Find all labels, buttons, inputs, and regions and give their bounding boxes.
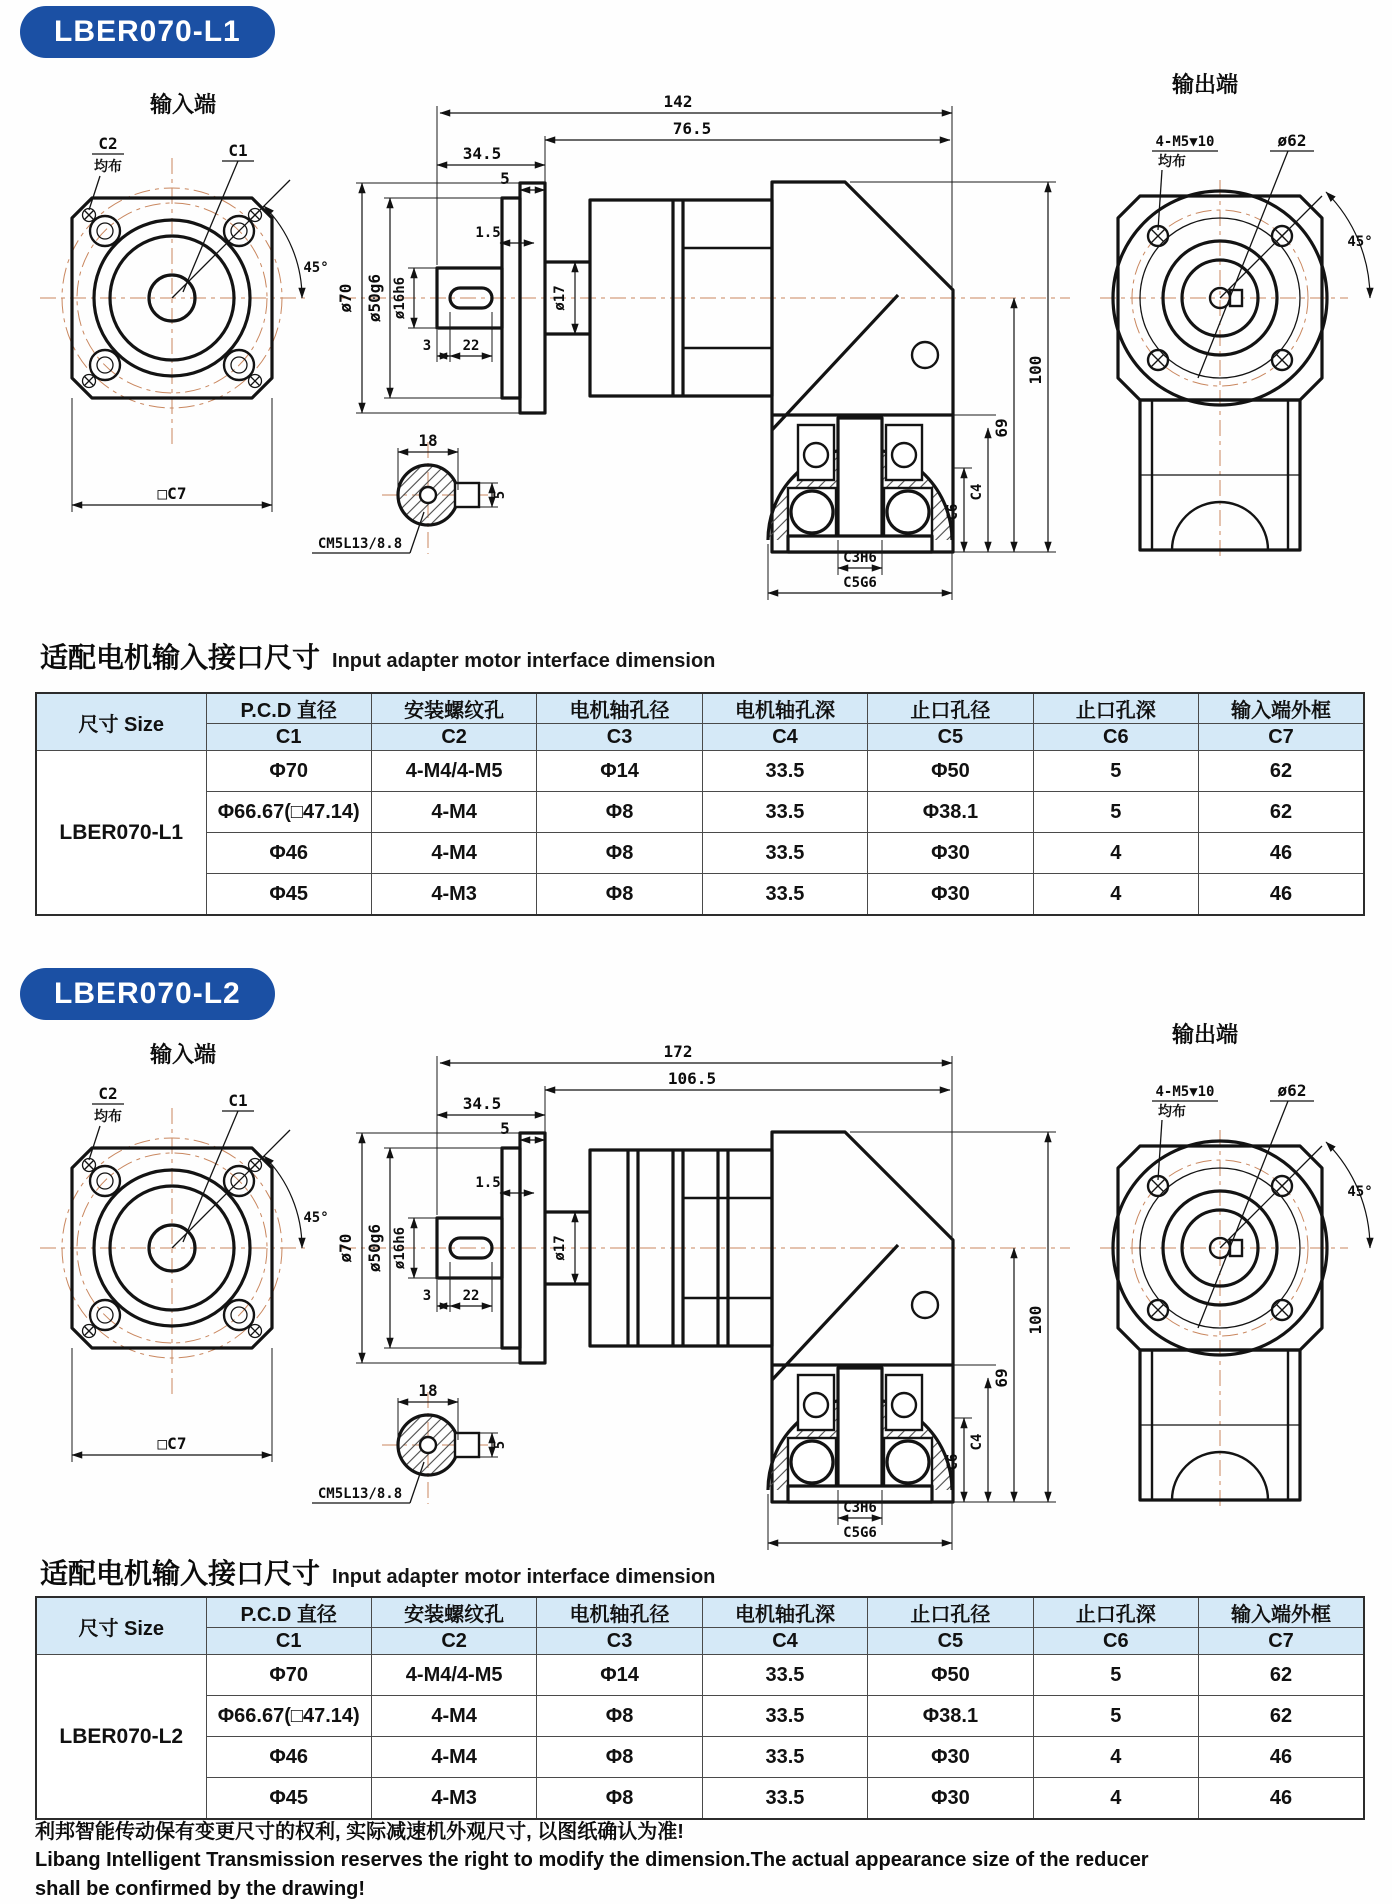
detail-thread-label: CM5L13/8.8	[317, 536, 403, 552]
table-title-en: Input adapter motor interface dimension	[332, 1566, 716, 1588]
c4-dim: C4	[969, 1433, 985, 1451]
detail-key	[455, 1433, 479, 1457]
value-cell: 33.5	[702, 751, 867, 792]
c2-label: C2	[98, 1084, 118, 1103]
header-shaft-dia: 电机轴孔径	[537, 1597, 702, 1628]
value-cell: 33.5	[702, 833, 867, 874]
detail-key-dim: 5	[492, 1440, 508, 1450]
header-frame: 输入端外框	[1199, 693, 1364, 724]
c3h6-dim: C3H6	[843, 1500, 877, 1516]
value-cell: Φ38.1	[868, 1696, 1033, 1737]
value-cell: 46	[1199, 833, 1364, 874]
output-angle-label: 45°	[1347, 234, 1373, 250]
value-cell: 5	[1033, 1696, 1198, 1737]
value-cell: Φ50	[868, 1655, 1033, 1696]
code-c7: C7	[1199, 724, 1364, 751]
table-title-l2	[40, 1552, 715, 1592]
value-cell: Φ45	[206, 874, 371, 916]
code-c6: C6	[1033, 1628, 1198, 1655]
c5g6-dim: C5G6	[843, 1525, 877, 1541]
detail-width-dim: 18	[418, 431, 438, 450]
d70-dim: ø70	[336, 283, 355, 313]
code-c7: C7	[1199, 1628, 1364, 1655]
h69-dim: 69	[992, 418, 1011, 438]
code-c2: C2	[371, 1628, 536, 1655]
output-end-view	[1100, 1022, 1373, 1510]
value-cell: 5	[1033, 751, 1198, 792]
value-cell: 4-M4/4-M5	[371, 751, 536, 792]
value-cell: Φ50	[868, 751, 1033, 792]
d17-dim: ø17	[552, 285, 568, 311]
value-cell: 46	[1199, 1737, 1364, 1778]
value-cell: 4-M3	[371, 1778, 536, 1820]
gearbox-drawing	[0, 60, 1392, 620]
key-length-dim: 22	[462, 1288, 480, 1304]
value-cell: Φ8	[537, 833, 702, 874]
value-cell: Φ8	[537, 874, 702, 916]
value-cell: 33.5	[702, 874, 867, 916]
housing-hole	[912, 342, 938, 368]
drawing-host-l2	[0, 1010, 1392, 1555]
output-holes-label: 4-M5▼10	[1155, 134, 1215, 150]
header-thread: 安装螺纹孔	[371, 1597, 536, 1628]
d16-dim: ø16h6	[392, 1226, 408, 1270]
value-cell: 33.5	[702, 792, 867, 833]
disclaimer	[35, 1818, 1380, 1903]
value-cell: 4-M4	[371, 833, 536, 874]
header-spigot-depth: 止口孔深	[1033, 693, 1198, 724]
c1-label: C1	[228, 141, 248, 160]
output-dia-label: ø62	[1277, 1081, 1307, 1100]
table-host-l1	[35, 692, 1365, 916]
table-row	[36, 1737, 1364, 1778]
flange-thickness-dim: 5	[500, 169, 510, 188]
value-cell: 33.5	[702, 1737, 867, 1778]
value-cell: Φ14	[537, 1655, 702, 1696]
step-dim: 1.5	[475, 225, 501, 241]
d17-dim: ø17	[552, 1235, 568, 1261]
detail-key-dim: 5	[492, 490, 508, 500]
output-end-label: 输出端	[1171, 1022, 1239, 1047]
code-c1: C1	[206, 724, 371, 751]
shaft-detail-view	[312, 431, 508, 554]
code-c5: C5	[868, 1628, 1033, 1655]
value-cell: Φ8	[537, 1737, 702, 1778]
output-bore	[838, 1368, 882, 1490]
code-c6: C6	[1033, 724, 1198, 751]
value-cell: Φ38.1	[868, 792, 1033, 833]
table-title-en: Input adapter motor interface dimension	[332, 650, 716, 672]
total-length-dim: 142	[663, 92, 693, 111]
c2-sub-label: 均布	[94, 158, 122, 174]
table-row	[36, 751, 1364, 792]
input-adapter-table	[35, 692, 1365, 916]
header-shaft-depth: 电机轴孔深	[702, 1597, 867, 1628]
value-cell: 46	[1199, 1778, 1364, 1820]
output-bore	[838, 418, 882, 540]
input-length-dim: 34.5	[462, 1094, 502, 1113]
input-angle-label: 45°	[303, 1210, 329, 1226]
detail-width-dim: 18	[418, 1381, 438, 1400]
value-cell: Φ46	[206, 833, 371, 874]
output-holes-sub-label: 均布	[1158, 153, 1186, 169]
model-label: LBER070-L2	[36, 1655, 206, 1820]
value-cell: Φ30	[868, 833, 1033, 874]
output-dia-label: ø62	[1277, 131, 1307, 150]
step-dim: 1.5	[475, 1175, 501, 1191]
header-frame: 输入端外框	[1199, 1597, 1364, 1628]
output-holes-sub-label: 均布	[1158, 1103, 1186, 1119]
shaft-detail-view	[312, 1381, 508, 1504]
header-pcd: P.C.D 直径	[206, 1597, 371, 1628]
input-end-view	[40, 1042, 329, 1462]
output-end-view	[1100, 72, 1373, 560]
input-adapter-table	[35, 1596, 1365, 1820]
key-length-dim: 22	[462, 338, 480, 354]
output-angle-label: 45°	[1347, 1184, 1373, 1200]
value-cell: 4	[1033, 833, 1198, 874]
c2-label: C2	[98, 134, 118, 153]
value-cell: 4	[1033, 874, 1198, 916]
value-cell: 4-M4	[371, 792, 536, 833]
d16-dim: ø16h6	[392, 276, 408, 320]
value-cell: Φ8	[537, 1778, 702, 1820]
value-cell: 4-M4/4-M5	[371, 1655, 536, 1696]
input-end-view	[40, 92, 329, 512]
value-cell: Φ46	[206, 1737, 371, 1778]
total-length-dim: 172	[663, 1042, 693, 1061]
value-cell: 33.5	[702, 1696, 867, 1737]
value-cell: Φ66.67(□47.14)	[206, 792, 371, 833]
input-angle-label: 45°	[303, 260, 329, 276]
code-c4: C4	[702, 724, 867, 751]
body-length-dim: 76.5	[672, 119, 712, 138]
side-section-view	[336, 92, 1070, 600]
table-title-zh: 适配电机输入接口尺寸	[40, 1558, 321, 1589]
detail-thread-label: CM5L13/8.8	[317, 1486, 403, 1502]
disclaimer-zh: 利邦智能传动保有变更尺寸的权利, 实际减速机外观尺寸, 以图纸确认为准!	[35, 1821, 684, 1843]
body-length-dim: 106.5	[667, 1069, 717, 1088]
d50-dim: ø50g6	[365, 273, 384, 323]
c4-dim: C4	[969, 483, 985, 501]
table-row	[36, 874, 1364, 916]
table-title-zh: 适配电机输入接口尺寸	[40, 642, 321, 673]
input-end-label: 输入端	[149, 1042, 217, 1067]
value-cell: 33.5	[702, 1778, 867, 1820]
value-cell: 46	[1199, 874, 1364, 916]
value-cell: 62	[1199, 792, 1364, 833]
value-cell: 4-M4	[371, 1696, 536, 1737]
table-row	[36, 1778, 1364, 1820]
table-row	[36, 1696, 1364, 1737]
code-c4: C4	[702, 1628, 867, 1655]
value-cell: Φ8	[537, 1696, 702, 1737]
model-label: LBER070-L1	[36, 751, 206, 916]
header-spigot-dia: 止口孔径	[868, 1597, 1033, 1628]
header-spigot-dia: 止口孔径	[868, 693, 1033, 724]
drawing-host-l1	[0, 60, 1392, 620]
value-cell: 62	[1199, 1696, 1364, 1737]
detail-key	[455, 483, 479, 507]
c7-dim-label: □C7	[157, 484, 187, 503]
value-cell: 4-M4	[371, 1737, 536, 1778]
table-title-l1	[40, 636, 715, 676]
housing-hole	[912, 1292, 938, 1318]
c6-dim: C6	[945, 1453, 961, 1471]
header-pcd: P.C.D 直径	[206, 693, 371, 724]
h69-dim: 69	[992, 1368, 1011, 1388]
table-row	[36, 792, 1364, 833]
header-spigot-depth: 止口孔深	[1033, 1597, 1198, 1628]
code-c5: C5	[868, 724, 1033, 751]
table-row	[36, 833, 1364, 874]
header-size: 尺寸 Size	[36, 693, 206, 751]
value-cell: Φ45	[206, 1778, 371, 1820]
input-end-label: 输入端	[149, 92, 217, 117]
c3h6-dim: C3H6	[843, 550, 877, 566]
disclaimer-en-line2: shall be confirmed by the drawing!	[35, 1877, 366, 1900]
value-cell: 4	[1033, 1778, 1198, 1820]
c1-label: C1	[228, 1091, 248, 1110]
output-end-label: 输出端	[1171, 72, 1239, 97]
value-cell: 62	[1199, 1655, 1364, 1696]
gearbox-drawing	[0, 1010, 1392, 1570]
bearing-left	[791, 491, 833, 533]
value-cell: 62	[1199, 751, 1364, 792]
value-cell: Φ66.67(□47.14)	[206, 1696, 371, 1737]
h100-dim: 100	[1026, 1305, 1045, 1335]
disclaimer-en-line1: Libang Intelligent Transmission reserves the right to modify the dimension.The actual appearance size of the reducer	[35, 1849, 1149, 1872]
side-section-view	[336, 1042, 1070, 1550]
c5g6-dim: C5G6	[843, 575, 877, 591]
model-badge-l2: LBER070-L2	[20, 968, 275, 1020]
input-length-dim: 34.5	[462, 144, 502, 163]
code-c3: C3	[537, 724, 702, 751]
value-cell: 5	[1033, 792, 1198, 833]
value-cell: Φ8	[537, 792, 702, 833]
value-cell: 4-M3	[371, 874, 536, 916]
bearing-left	[791, 1441, 833, 1483]
header-shaft-depth: 电机轴孔深	[702, 693, 867, 724]
d70-dim: ø70	[336, 1233, 355, 1263]
c2-sub-label: 均布	[94, 1108, 122, 1124]
header-size: 尺寸 Size	[36, 1597, 206, 1655]
output-holes-label: 4-M5▼10	[1155, 1084, 1215, 1100]
value-cell: 5	[1033, 1655, 1198, 1696]
value-cell: Φ70	[206, 751, 371, 792]
header-shaft-dia: 电机轴孔径	[537, 693, 702, 724]
h100-dim: 100	[1026, 355, 1045, 385]
flange-thickness-dim: 5	[500, 1119, 510, 1138]
d50-dim: ø50g6	[365, 1223, 384, 1273]
c7-dim-label: □C7	[157, 1434, 187, 1453]
c6-dim: C6	[945, 503, 961, 521]
value-cell: 4	[1033, 1737, 1198, 1778]
code-c3: C3	[537, 1628, 702, 1655]
value-cell: Φ70	[206, 1655, 371, 1696]
value-cell: Φ30	[868, 1778, 1033, 1820]
bearing-right	[887, 1441, 929, 1483]
code-c1: C1	[206, 1628, 371, 1655]
value-cell: Φ30	[868, 874, 1033, 916]
key-offset-dim: 3	[422, 338, 432, 354]
value-cell: 33.5	[702, 1655, 867, 1696]
model-badge-l1: LBER070-L1	[20, 6, 275, 58]
bearing-right	[887, 491, 929, 533]
table-row	[36, 1655, 1364, 1696]
value-cell: Φ14	[537, 751, 702, 792]
code-c2: C2	[371, 724, 536, 751]
value-cell: Φ30	[868, 1737, 1033, 1778]
header-thread: 安装螺纹孔	[371, 693, 536, 724]
table-host-l2	[35, 1596, 1365, 1820]
key-offset-dim: 3	[422, 1288, 432, 1304]
